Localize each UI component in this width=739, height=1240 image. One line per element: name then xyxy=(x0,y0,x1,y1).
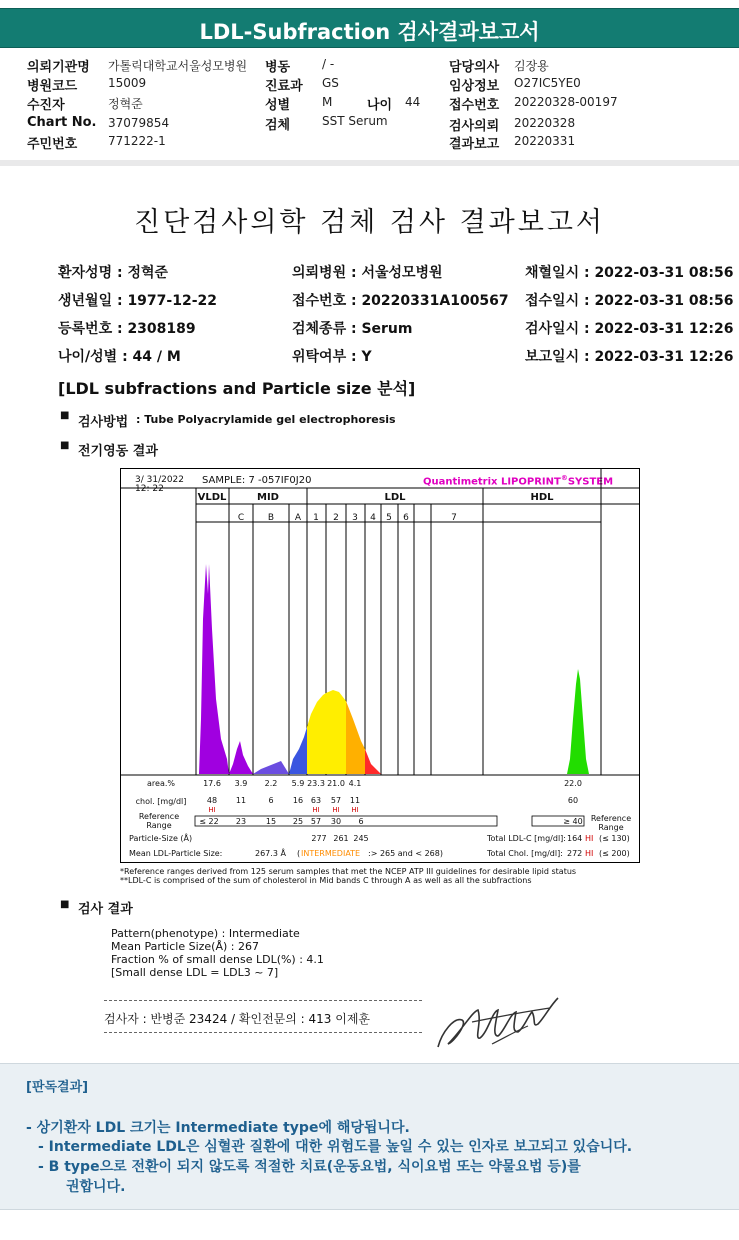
divider xyxy=(104,1000,422,1001)
chart-time: 12: 22 xyxy=(135,484,164,494)
mean-ldl-label: Mean LDL-Particle Size: xyxy=(129,849,223,858)
interpretation-panel xyxy=(0,1063,739,1210)
info-value: 20220331 xyxy=(514,134,576,148)
area-value: 23.3 xyxy=(307,779,325,788)
area-value: 4.1 xyxy=(348,779,362,788)
chol-value: 11 xyxy=(349,796,361,805)
signature-icon xyxy=(432,992,562,1054)
info-label: Chart No. xyxy=(27,115,97,130)
info-label: 임상정보 xyxy=(449,79,500,94)
info-label: 접수번호 xyxy=(449,98,500,113)
ldl2-peak-top xyxy=(326,690,346,774)
band-label: 5 xyxy=(386,513,392,523)
row-label-ref-right: Reference xyxy=(590,814,632,823)
band-label: 4 xyxy=(370,513,376,523)
header-bar xyxy=(0,8,739,48)
total-chol-value: 272 xyxy=(567,849,583,858)
ldl1-peak xyxy=(307,693,326,774)
info-label: 검체 xyxy=(265,118,291,133)
info-value: / - xyxy=(322,57,335,71)
ldl3-peak xyxy=(365,749,381,774)
chol-value: 11 xyxy=(235,796,247,805)
chol-value: 63 xyxy=(310,796,322,805)
reference-value: 57 xyxy=(310,817,322,826)
bullet-icon: ■ xyxy=(60,440,70,451)
info-label: 성별 xyxy=(265,98,291,113)
chol-flag: HI xyxy=(332,806,340,814)
reference-value: 15 xyxy=(265,817,277,826)
mid-c-peak xyxy=(229,741,253,774)
report-title: 진단검사의학 검체 검사 결과보고서 xyxy=(134,207,605,238)
chol-value: 48 xyxy=(206,796,218,805)
total-chol-ref: (≤ 200) xyxy=(599,849,630,858)
row-label-ref: Range xyxy=(146,821,172,830)
interpretation-line: - B type으로 전환이 되지 않도록 적절한 치료(운동요법, 식이요법 또는 약물요법 등)를 xyxy=(38,1159,581,1175)
band-label: 6 xyxy=(403,513,409,523)
area-value: 17.6 xyxy=(203,779,221,788)
group-label-ldl: LDL xyxy=(384,492,406,503)
footnote: **LDL-C is comprised of the sum of cholesterol in Mid bands C through A as well as all the subfractions xyxy=(120,876,532,885)
mean-ldl-range: :> 265 and < 268) xyxy=(368,849,443,858)
row-label-ref: Reference xyxy=(138,812,180,821)
electrophoresis-plot xyxy=(121,469,639,862)
row-label-chol: chol. [mg/dl] xyxy=(135,797,187,806)
info-label: 담당의사 xyxy=(449,60,500,75)
info-label: 의뢰기관명 xyxy=(27,60,90,75)
bullet-icon: ■ xyxy=(60,899,70,910)
info-value: 20220328 xyxy=(514,116,576,130)
reference-value: 25 xyxy=(292,817,304,826)
vldl-peak xyxy=(199,564,229,774)
band-label: 1 xyxy=(313,513,319,523)
info-label: 진료과 xyxy=(265,79,303,94)
particle-size-value: 245 xyxy=(353,834,369,843)
result-line: Fraction % of small dense LDL(%) : 4.1 xyxy=(111,953,324,966)
interpretation-line: 권합니다. xyxy=(66,1179,126,1195)
particle-size-value: 277 xyxy=(311,834,327,843)
info-value: GS xyxy=(322,76,339,90)
reference-value: ≥ 40 xyxy=(563,817,583,826)
group-label-vldl: VLDL xyxy=(197,492,227,503)
mid-b-peak xyxy=(253,761,289,774)
band-label: B xyxy=(267,513,275,523)
total-ldl-ref: (≤ 130) xyxy=(599,834,630,843)
result-line: Mean Particle Size(Å) : 267 xyxy=(111,940,259,953)
total-chol-flag: HI xyxy=(585,849,594,858)
info-value: 771222-1 xyxy=(108,134,166,148)
info-label: 나이 xyxy=(367,98,393,113)
method-value: : Tube Polyacrylamide gel electrophoresis xyxy=(136,413,396,426)
received-time: 접수일시 : 2022-03-31 08:56 xyxy=(525,293,734,309)
patient-name: 환자성명 : 정혁준 xyxy=(58,265,169,281)
hdl-peak xyxy=(567,669,589,774)
referral-flag: 위탁여부 : Y xyxy=(292,349,372,365)
total-ldl-label: Total LDL-C [mg/dl]: xyxy=(487,834,566,843)
chart-brand: Quantimetrix LIPOPRINT®SYSTEM xyxy=(423,474,614,488)
chol-flag: HI xyxy=(208,806,216,814)
requesting-hospital: 의뢰병원 : 서울성모병원 xyxy=(292,265,443,281)
chol-value: 6 xyxy=(268,796,274,805)
footnote: *Reference ranges derived from 125 serum samples that met the NCEP ATP III guidelines for desirable lipid status xyxy=(120,867,577,876)
info-value: 44 xyxy=(405,95,421,109)
mean-ldl-class: INTERMEDIATE xyxy=(301,849,361,858)
collection-time: 채혈일시 : 2022-03-31 08:56 xyxy=(525,265,734,281)
method-label: 검사방법 xyxy=(78,415,129,430)
row-label-ref-right: Range xyxy=(598,823,624,832)
info-value: 37079854 xyxy=(108,116,170,130)
reference-value: 23 xyxy=(235,817,247,826)
info-label: 병원코드 xyxy=(27,79,78,94)
section-title: [LDL subfractions and Particle size 분석] xyxy=(58,379,416,398)
info-label: 수진자 xyxy=(27,98,65,113)
divider xyxy=(104,1032,422,1033)
mean-ldl-paren: ( xyxy=(297,849,301,858)
interpretation-line: - Intermediate LDL은 심혈관 질환에 대한 위험도를 높일 수 있는 인자로 보고되고 있습니다. xyxy=(38,1139,633,1155)
header-title: LDL-Subfraction 검사결과보고서 xyxy=(199,20,540,44)
info-value: 15009 xyxy=(108,76,147,90)
reference-value: ≤ 22 xyxy=(199,817,219,826)
band-label: A xyxy=(294,513,302,523)
info-value: O27IC5YE0 xyxy=(514,76,581,90)
specimen-type: 검체종류 : Serum xyxy=(292,321,413,337)
band-label: 2 xyxy=(333,513,339,523)
info-label: 주민번호 xyxy=(27,137,78,152)
result-line: Pattern(phenotype) : Intermediate xyxy=(111,927,300,940)
total-ldl-value: 164 xyxy=(567,834,583,843)
band-label: 3 xyxy=(352,513,358,523)
bullet-icon: ■ xyxy=(60,410,70,421)
total-chol-label: Total Chol. [mg/dl]: xyxy=(487,849,563,858)
interpretation-line: - 상기환자 LDL 크기는 Intermediate type에 해당됩니다. xyxy=(26,1120,410,1136)
age-sex: 나이/성별 : 44 / M xyxy=(58,349,181,365)
chol-flag: HI xyxy=(312,806,320,814)
reference-value: 6 xyxy=(358,817,364,826)
ldl2-peak xyxy=(346,701,365,774)
mid-a-peak xyxy=(289,727,307,774)
chart-date: 3/ 31/2022 xyxy=(135,475,185,485)
result-label: 검사 결과 xyxy=(78,902,133,917)
examiner-line: 검사자 : 반병준 23424 / 확인전문의 : 413 이제훈 xyxy=(104,1012,371,1026)
chol-value: 60 xyxy=(567,796,579,805)
accession-no: 접수번호 : 20220331A100567 xyxy=(292,293,509,309)
chart-sample: SAMPLE: 7 -057IF0J20 xyxy=(202,475,312,486)
info-value: 정혁준 xyxy=(108,97,143,111)
info-value: 김장용 xyxy=(514,59,549,73)
area-value: 22.0 xyxy=(564,779,582,788)
divider xyxy=(0,160,739,166)
area-value: 3.9 xyxy=(234,779,248,788)
area-value: 5.9 xyxy=(291,779,305,788)
chol-value: 16 xyxy=(292,796,304,805)
electrophoresis-label: 전기영동 결과 xyxy=(78,444,158,459)
reference-value: 30 xyxy=(330,817,342,826)
registration-no: 등록번호 : 2308189 xyxy=(58,321,196,337)
test-time: 검사일시 : 2022-03-31 12:26 xyxy=(525,321,734,337)
particle-size-value: 261 xyxy=(333,834,349,843)
band-label: 7 xyxy=(451,513,457,523)
group-label-mid: MID xyxy=(257,492,279,503)
chol-flag: HI xyxy=(351,806,359,814)
info-value: 가톨릭대학교서울성모병원 xyxy=(108,59,248,73)
info-value: M xyxy=(322,95,333,109)
info-value: SST Serum xyxy=(322,114,388,128)
row-label-area: area.% xyxy=(147,779,175,788)
area-value: 2.2 xyxy=(264,779,278,788)
info-label: 병동 xyxy=(265,60,291,75)
total-ldl-flag: HI xyxy=(585,834,594,843)
request-info xyxy=(0,48,739,154)
band-label: C xyxy=(237,513,245,523)
chol-value: 57 xyxy=(330,796,342,805)
info-label: 검사의뢰 xyxy=(449,119,500,134)
info-label: 결과보고 xyxy=(449,137,500,152)
birth-date: 생년월일 : 1977-12-22 xyxy=(58,293,217,309)
interpretation-title: [판독결과] xyxy=(26,1080,89,1095)
report-time: 보고일시 : 2022-03-31 12:26 xyxy=(525,349,734,365)
area-value: 21.0 xyxy=(327,779,345,788)
info-value: 20220328-00197 xyxy=(514,95,618,109)
mean-ldl-value: 267.3 Å xyxy=(255,849,286,858)
particle-size-label: Particle-Size (Å) xyxy=(129,834,193,843)
result-line: [Small dense LDL = LDL3 ~ 7] xyxy=(111,966,279,979)
group-label-hdl: HDL xyxy=(530,492,554,503)
lipoprint-chart xyxy=(120,468,640,863)
